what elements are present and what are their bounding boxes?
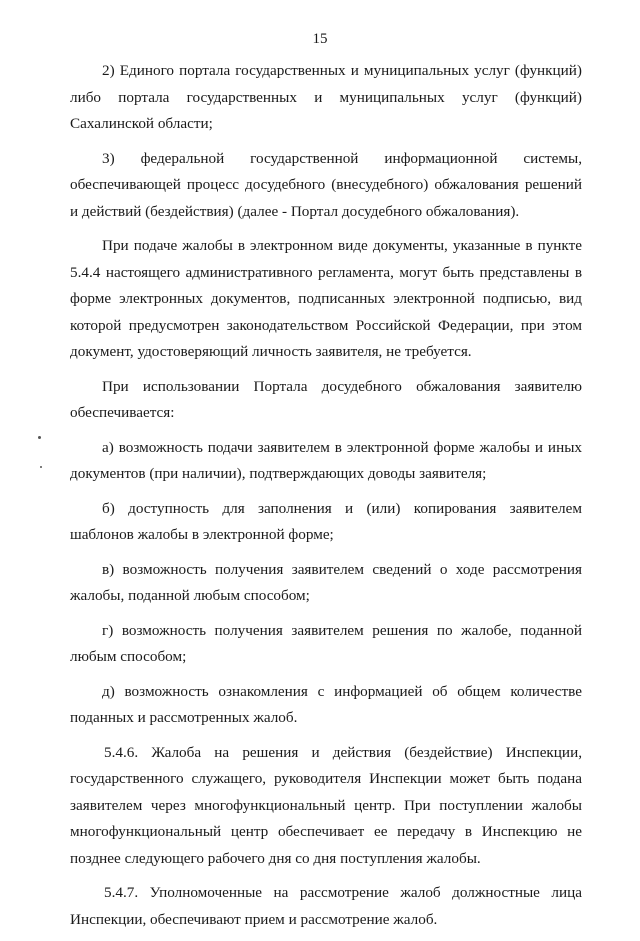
paragraph-item-2: 2) Единого портала государственных и муниципальных услуг (функций) либо портала государственных и муниципальных услуг (функций) Сахалинской области; [70, 62, 582, 132]
paragraph-5-4-7: 5.4.7. Уполномоченные на рассмотрение жалоб должностные лица Инспекции, обеспечивают прием и рассмотрение жалоб. [70, 884, 582, 928]
scan-speck [40, 466, 42, 468]
paragraph-5-4-6: 5.4.6. Жалоба на решения и действия (бездействие) Инспекции, государственного служащего, руководителя Инспекции может быть подана заявителем через многофункциональный центр. При поступлении жалобы многофункциональный центр обеспечивает ее передачу в Инспекцию не позднее следующего рабочего дня со дня поступления жалобы. [70, 743, 582, 867]
list-item-a: а) возможность подачи заявителем в электронной форме жалобы и иных документов (при наличии), подтверждающих доводы заявителя; [70, 438, 582, 482]
paragraph-item-3: 3) федеральной государственной информационной системы, обеспечивающей процесс досудебного (внесудебного) обжалования решений и действий (бездействия) (далее - Портал досудебного обжалования). [70, 149, 582, 220]
page-number: 15 [312, 31, 328, 47]
list-item-b: б) доступность для заполнения и (или) копирования заявителем шаблонов жалобы в электронной форме; [70, 499, 582, 543]
paragraph-portal-provides: При использовании Портала досудебного обжалования заявителю обеспечивается: [70, 377, 582, 421]
scan-speck [38, 436, 41, 439]
list-item-v: в) возможность получения заявителем сведений о ходе рассмотрения жалобы, поданной любым способом; [70, 560, 582, 604]
list-item-g: г) возможность получения заявителем решения по жалобе, поданной любым способом; [70, 621, 582, 665]
document-body [70, 58, 582, 941]
list-item-d: д) возможность ознакомления с информацией об общем количестве поданных и рассмотренных жалоб. [70, 682, 582, 726]
paragraph-electronic-submission: При подаче жалобы в электронном виде документы, указанные в пункте 5.4.4 настоящего административного регламента, могут быть представлены в форме электронных документов, подписанных электронной подписью, вид которой предусмотрен законодательством Российской Федерации, при этом документ, удостоверяющий личность заявителя, не требуется. [70, 237, 582, 360]
